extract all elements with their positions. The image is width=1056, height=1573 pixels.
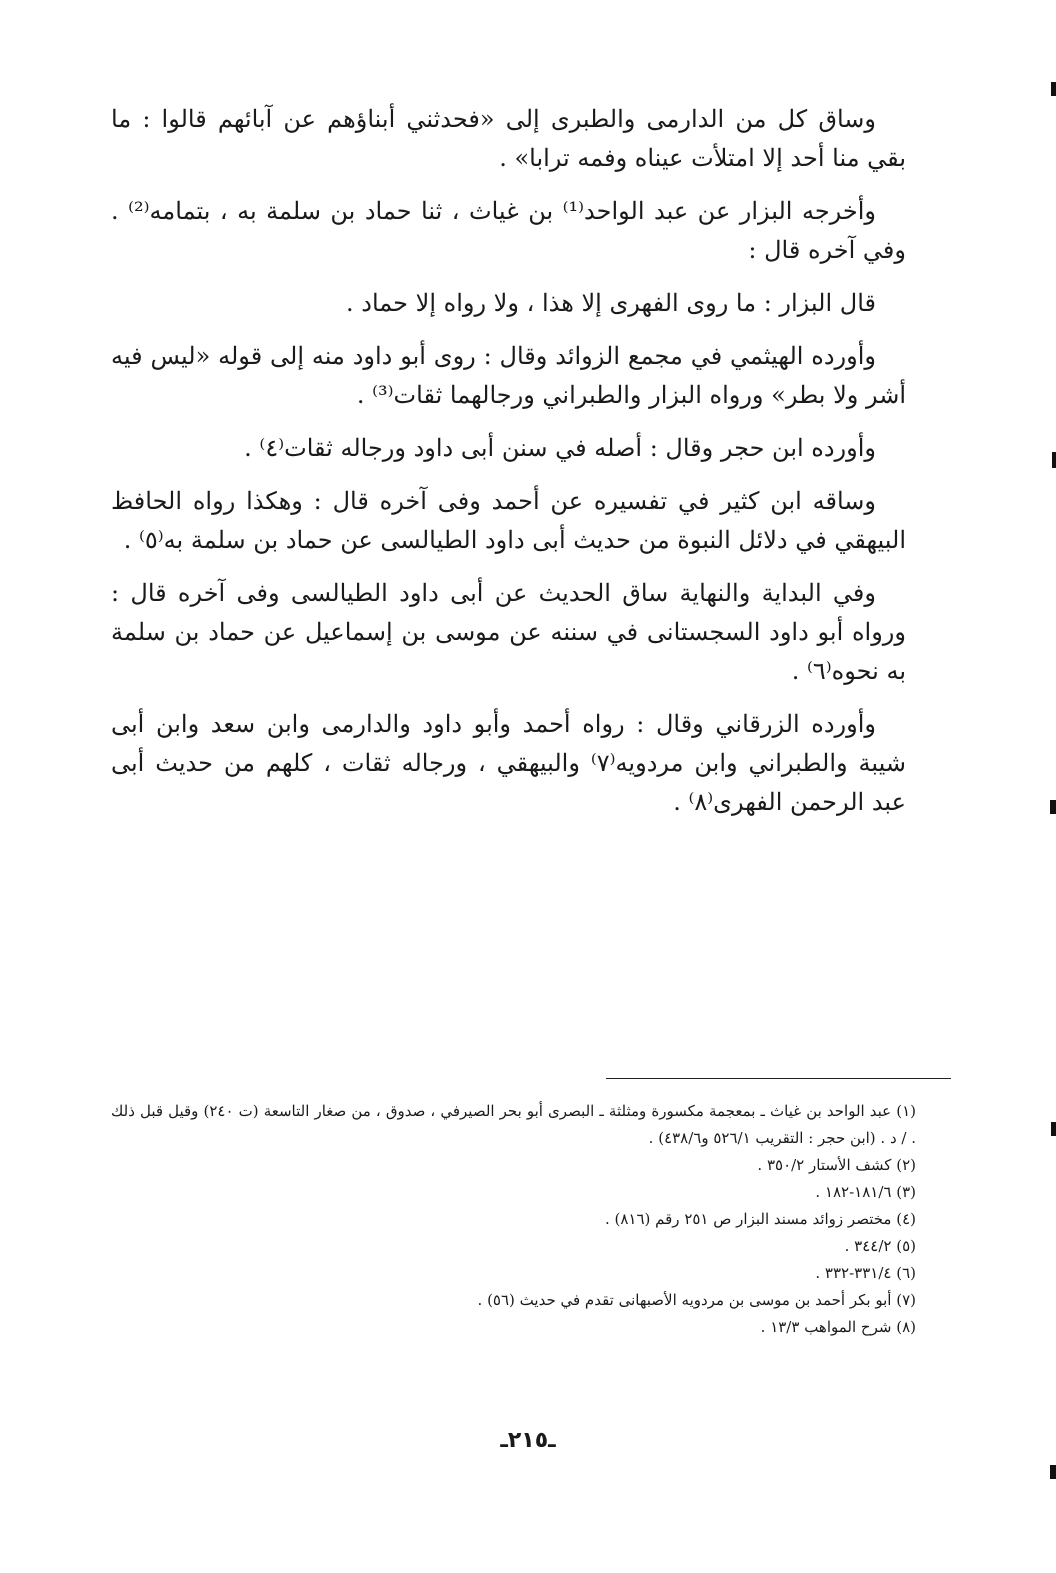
paragraph: وأخرجه البزار عن عبد الواحد⁽¹⁾ بن غياث ، ثنا حماد بن سلمة به ، بتمامه⁽²⁾ . وفي آخره قال : bbox=[111, 197, 906, 264]
scan-edge-mark bbox=[1051, 1122, 1056, 1136]
footnote-divider bbox=[606, 1078, 951, 1079]
scan-edge-mark bbox=[1050, 1465, 1056, 1479]
paragraph: وأورده الهيثمي في مجمع الزوائد وقال : روى أبو داود منه إلى قوله «ليس فيه أشر ولا بطر» ورواه البزار والطبراني ورجالهما ثقات⁽³⁾ . bbox=[111, 342, 906, 409]
paragraph: وأورده ابن حجر وقال : أصله في سنن أبى داود ورجاله ثقات⁽٤⁾ . bbox=[244, 434, 876, 462]
footnote: (٧) أبو بكر أحمد بن موسى بن مردويه الأصبهانى تقدم في حديث (٥٦) . bbox=[477, 1291, 916, 1309]
paragraph: وساقه ابن كثير في تفسيره عن أحمد وفى آخره قال : وهكذا رواه الحافظ البيهقي في دلائل النبوة من حديث أبى داود الطيالسى عن حماد بن سلمة به⁽٥⁾ . bbox=[111, 487, 906, 554]
footnote: (٢) كشف الأستار ٣٥٠/٢ . bbox=[757, 1156, 916, 1174]
main-text bbox=[111, 100, 906, 836]
footnote: (٣) ١٨١/٦-١٨٢ . bbox=[815, 1183, 916, 1201]
paragraph: وأورده الزرقاني وقال : رواه أحمد وأبو داود والدارمى وابن سعد وابن أبى شيبة والطبراني وابن مردويه⁽٧⁾ والبيهقي ، ورجاله ثقات ، كلهم من حديث أبى عبد الرحمن الفهرى⁽٨⁾ . bbox=[111, 710, 907, 816]
footnote: (١) عبد الواحد بن غياث ـ بمعجمة مكسورة ومثلثة ـ البصرى أبو بحر الصيرفي ، صدوق ، من صغار التاسعة (ت ٢٤٠) وقيل قبل ذلك . / د . (ابن حجر : التقريب ٥٢٦/١ و٤٣٨/٦) . bbox=[111, 1102, 916, 1147]
footnote: (٦) ٣٣١/٤-٣٣٢ . bbox=[815, 1264, 916, 1282]
scan-edge-mark bbox=[1051, 82, 1056, 96]
page-number: ـ٢١٥ـ bbox=[500, 1428, 556, 1453]
scan-edge-mark bbox=[1050, 800, 1056, 814]
paragraph: قال البزار : ما روى الفهرى إلا هذا ، ولا رواه إلا حماد . bbox=[346, 289, 876, 317]
footnote: (٥) ٣٤٤/٢ . bbox=[844, 1237, 916, 1255]
scan-edge-mark bbox=[1052, 452, 1056, 468]
footnote: (٤) مختصر زوائد مسند البزار ص ٢٥١ رقم (٨١٦) . bbox=[604, 1210, 916, 1228]
footnotes-list bbox=[111, 1098, 916, 1341]
paragraph: وساق كل من الدارمى والطبرى إلى «فحدثني أبناؤهم عن آبائهم قالوا : ما بقي منا أحد إلا امتلأت عيناه وفمه ترابا» . bbox=[111, 105, 906, 172]
paragraph: وفي البداية والنهاية ساق الحديث عن أبى داود الطيالسى وفى آخره قال : ورواه أبو داود السجستانى في سننه عن موسى بن إسماعيل عن حماد بن سلمة به نحوه⁽٦⁾ . bbox=[111, 579, 906, 685]
footnote: (٨) شرح المواهب ١٣/٣ . bbox=[760, 1318, 916, 1336]
